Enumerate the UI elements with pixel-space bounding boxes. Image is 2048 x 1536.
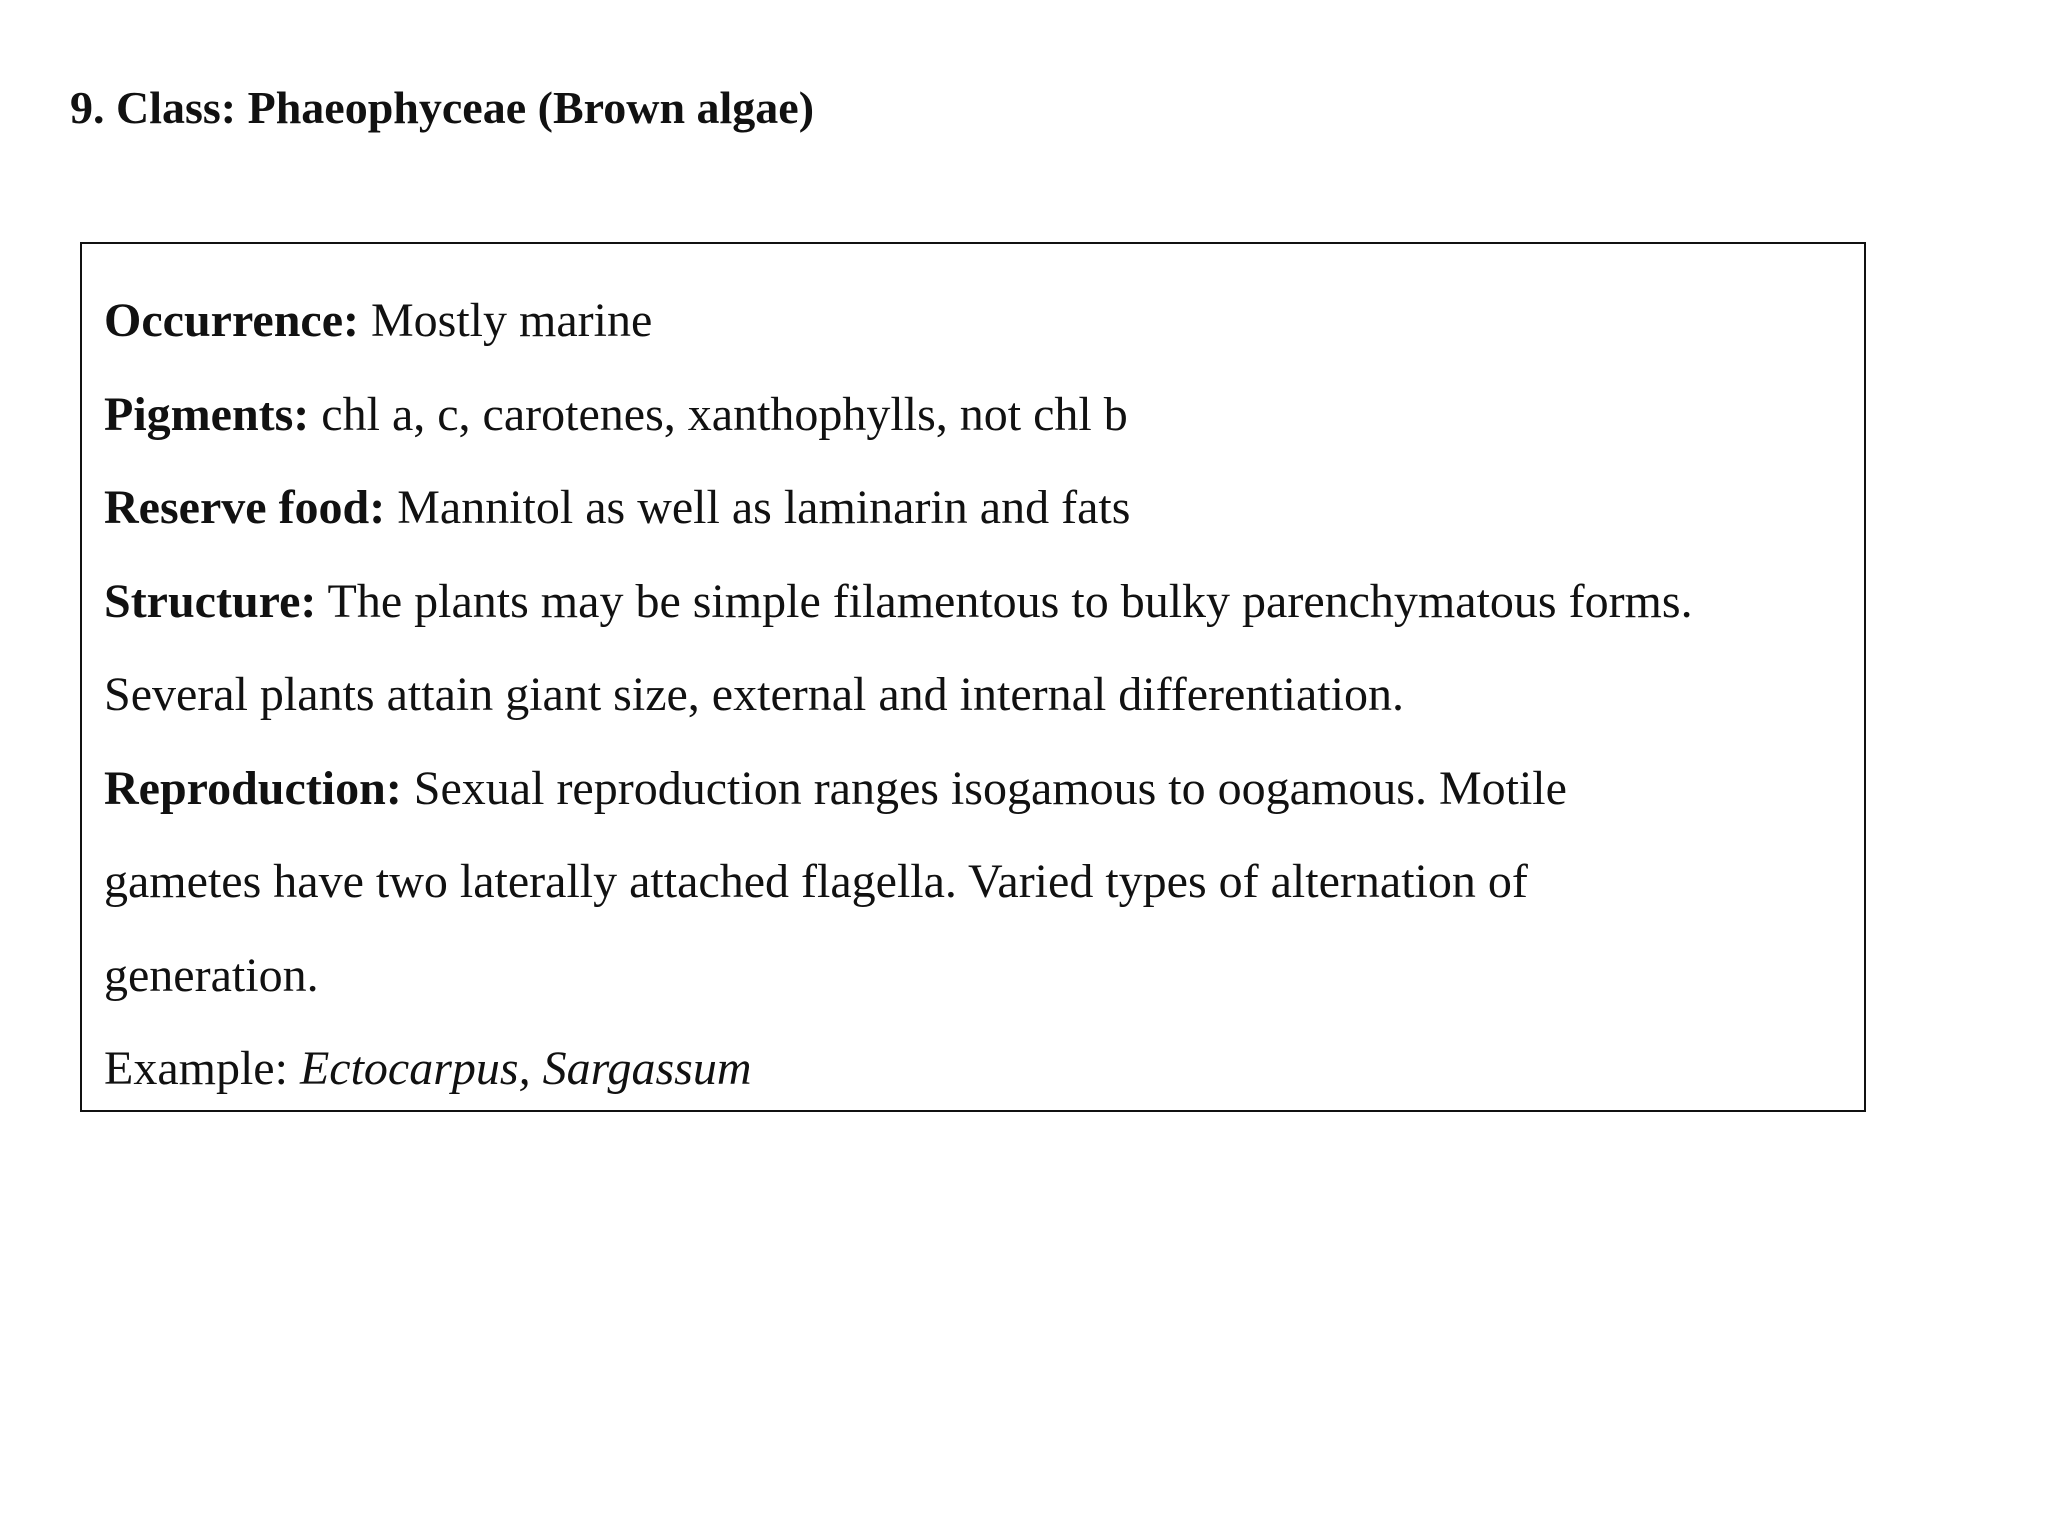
reproduction-value-2: gametes have two laterally attached flagella. Varied types of alternation of bbox=[104, 855, 1528, 908]
pigments-label: Pigments: bbox=[104, 387, 310, 441]
example-value: Ectocarpus, Sargassum bbox=[299, 1042, 752, 1095]
reproduction-value-3: generation. bbox=[104, 948, 319, 1002]
structure-line-2 bbox=[104, 648, 1844, 742]
reserve-food-value: Mannitol as well as laminarin and fats bbox=[385, 481, 1131, 534]
characteristics-box bbox=[80, 242, 1866, 1112]
structure-value-2: Several plants attain giant size, external and internal differentiation. bbox=[104, 668, 1404, 721]
reproduction-line-1 bbox=[104, 742, 1844, 836]
characteristics-content bbox=[104, 274, 1844, 1116]
pigments-line bbox=[104, 368, 1844, 462]
example-label: Example: bbox=[104, 1042, 300, 1095]
reserve-food-label: Reserve food: bbox=[104, 481, 386, 534]
reproduction-label: Reproduction: bbox=[104, 761, 402, 815]
reproduction-value-1: Sexual reproduction ranges isogamous to oogamous. Motile bbox=[401, 761, 1567, 815]
occurrence-value: Mostly marine bbox=[358, 294, 653, 347]
structure-value-1: The plants may be simple filamentous to bulky parenchymatous forms. bbox=[316, 574, 1693, 628]
occurrence-line bbox=[104, 274, 1844, 368]
pigments-value: chl a, c, carotenes, xanthophylls, not chl b bbox=[309, 387, 1128, 441]
occurrence-label: Occurrence: bbox=[104, 294, 359, 347]
reproduction-line-2 bbox=[104, 835, 1844, 929]
example-line bbox=[104, 1022, 1844, 1116]
page-heading: 9. Class: Phaeophyceae (Brown algae) bbox=[70, 82, 815, 133]
reproduction-line-3 bbox=[104, 929, 1844, 1023]
structure-label: Structure: bbox=[104, 574, 317, 628]
reserve-food-line bbox=[104, 461, 1844, 555]
structure-line-1 bbox=[104, 555, 1844, 649]
